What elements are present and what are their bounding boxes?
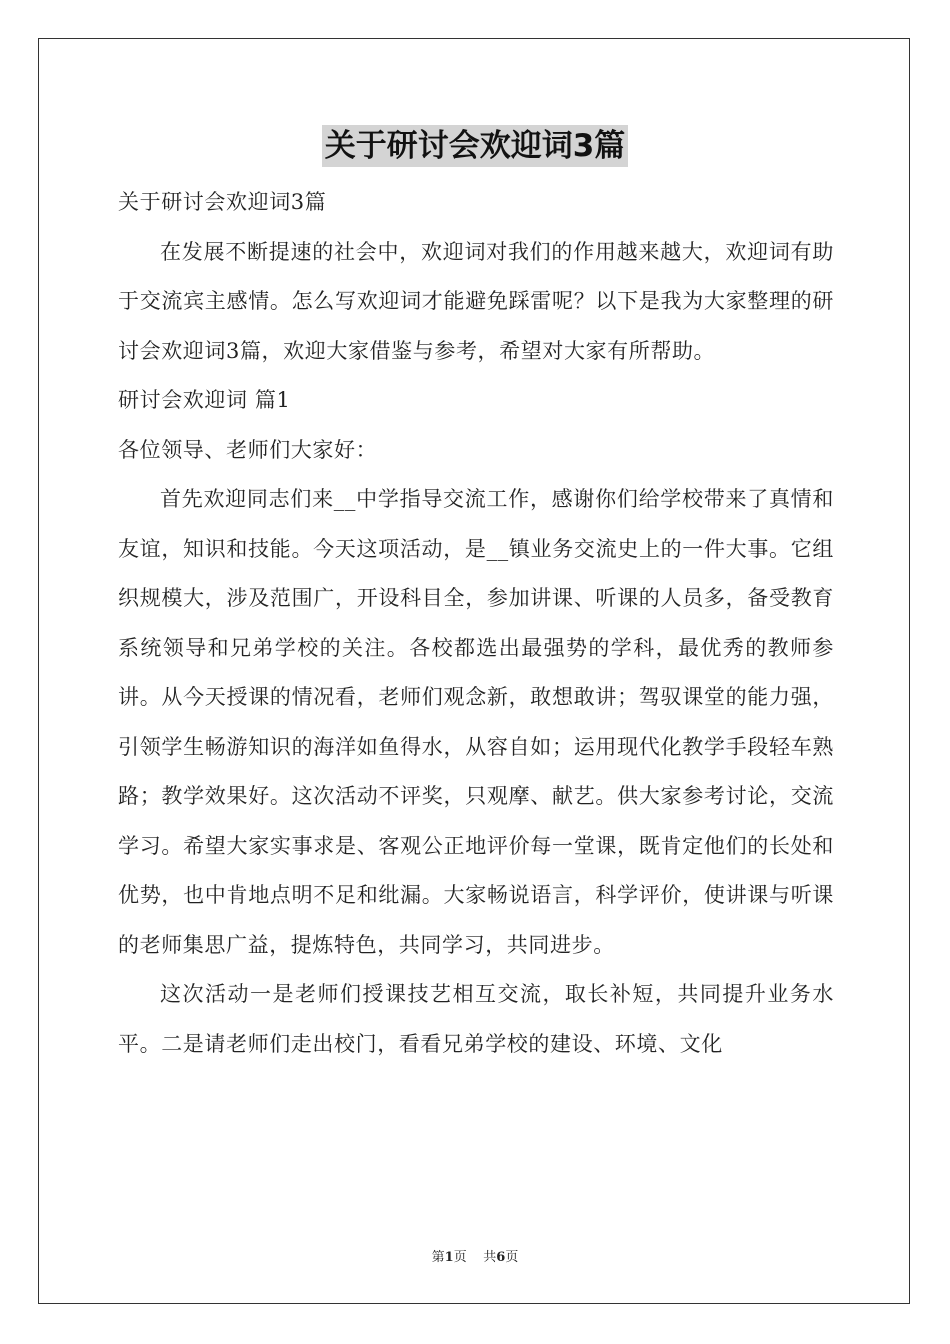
- section-heading: 研讨会欢迎词 篇1: [118, 388, 291, 412]
- document-title: 关于研讨会欢迎词3篇: [322, 125, 629, 167]
- footer-page-suffix: 页: [453, 1250, 467, 1265]
- footer-total-pages: 6: [496, 1250, 506, 1265]
- footer-total-suffix: 页: [505, 1250, 519, 1265]
- page-footer: [0, 1246, 950, 1265]
- document-body: [118, 178, 834, 1069]
- footer-page-number: 1: [444, 1250, 454, 1265]
- paragraph-intro: 在发展不断提速的社会中，欢迎词对我们的作用越来越大，欢迎词有助于交流宾主感情。怎么写欢迎词才能避免踩雷呢？以下是我为大家整理的研讨会欢迎词3篇，欢迎大家借鉴与参考，希望对大家有所帮助。: [118, 239, 834, 363]
- paragraph-salutation: 各位领导、老师们大家好：: [118, 437, 378, 462]
- paragraph-body-2: 这次活动一是老师们授课技艺相互交流，取长补短，共同提升业务水平。二是请老师们走出校门，看看兄弟学校的建设、环境、文化: [118, 982, 834, 1056]
- footer-page-prefix: 第: [431, 1250, 445, 1265]
- paragraph-body-1: 首先欢迎同志们来__中学指导交流工作，感谢你们给学校带来了真情和友谊，知识和技能。今天这项活动，是__镇业务交流史上的一件大事。它组织规模大，涉及范围广，开设科目全，参加讲课、听课的人员多，备受教育系统领导和兄弟学校的关注。各校都选出最强势的学科，最优秀的教师参讲。从今天授课的情况看，老师们观念新，敢想敢讲；驾驭课堂的能力强，引领学生畅游知识的海洋如鱼得水，从容自如；运用现代化教学手段轻车熟路；教学效果好。这次活动不评奖，只观摩、献艺。供大家参考讨论，交流学习。希望大家实事求是、客观公正地评价每一堂课，既肯定他们的长处和优势，也中肯地点明不足和纰漏。大家畅说语言，科学评价，使讲课与听课的老师集思广益，提炼特色，共同学习，共同进步。: [118, 487, 834, 957]
- footer-total-prefix: 共: [483, 1250, 497, 1265]
- title-wrap: [0, 125, 950, 167]
- paragraph-subtitle: 关于研讨会欢迎词3篇: [118, 190, 327, 214]
